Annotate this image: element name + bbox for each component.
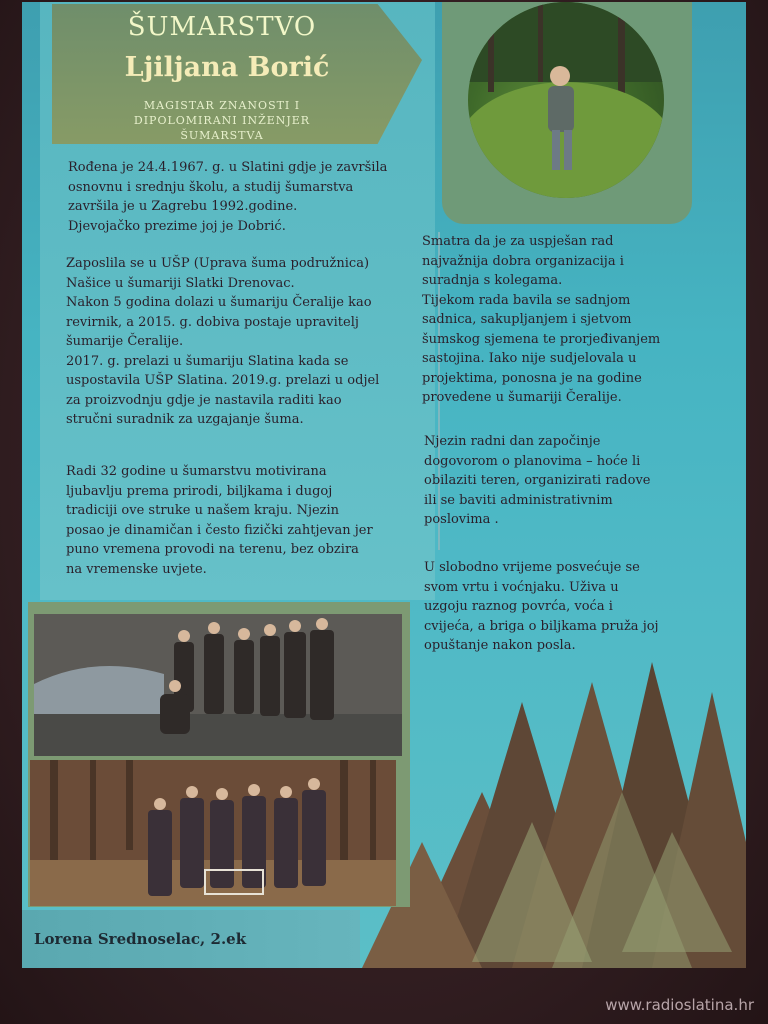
author-credit: Lorena Srednoselac, 2.ek (34, 930, 247, 948)
group-photo-lake-illustration (34, 614, 402, 756)
left-paragraph-2: Zaposlila se u UŠP (Uprava šuma podružnica) Našice u šumariji Slatki Drenovac. Nakon 5 godina dolazi u šumariju Čeralije kao revirnik, a 2015. g. dobiva postaje upravitelj šumarije Čeralije. 2017. g. prelazi u šumariju Slatina kada se uspostavila UŠP Slatina. 2019.g. prelazi u odjel za proizvodnju gdje je nastavila raditi kao stručni suradnik za uzgajanje šuma. (66, 256, 380, 427)
left-paragraph-3: Radi 32 godine u šumarstvu motivirana ljubavlju prema prirodi, biljkama i dugoj tradiciji ove struke u našem kraju. Njezin posao je dinamičan i često fizički zahtjevan jer puno vremena provodi na terenu, bez obzira na vremenske uvjete. (66, 464, 373, 577)
person-qualification: MAGISTAR ZNANOSTI I DIPOLOMIRANI INŽENJER ŠUMARSTVA (133, 99, 311, 142)
projected-slide (22, 2, 746, 968)
right-paragraph-1: Smatra da je za uspješan rad najvažnija dobra organizacija i suradnja s kolegama. Tijekom rada bavila se sadnjom sadnica, sakupljanjem i sjetvom šumskog sjemena te prorjeđivanjem sastojina. Iako nije sudjelovala u projektima, ponosna je na godine provedene u šumariji Čeralije. (422, 234, 661, 405)
portrait-photo (468, 2, 664, 198)
watermark: www.radioslatina.hr (605, 996, 754, 1014)
group-photo-forest (30, 760, 396, 906)
left-paragraph-1: Rođena je 24.4.1967. g. u Slatini gdje je završila osnovnu i srednju školu, a studij šumarstva završila je u Zagrebu 1992.godine. Djevojačko prezime joj je Dobrić. (68, 160, 388, 234)
group-photo-lake (34, 614, 402, 756)
group-photo-forest-illustration (30, 760, 396, 906)
right-paragraph-3: U slobodno vrijeme posvećuje se svom vrtu i voćnjaku. Uživa u uzgoju raznog povrća, voća i cvijeća, a briga o biljkama pruža joj opuštanje nakon posla. (424, 560, 659, 653)
slide-title: ŠUMARSTVO (127, 12, 317, 42)
person-name: Ljiljana Borić (124, 52, 330, 83)
portrait-illustration (468, 2, 664, 198)
right-paragraph-2: Njezin radni dan započinje dogovorom o planovima – hoće li obilaziti teren, organizirati radove ili se baviti administrativnim poslovima . (424, 434, 651, 527)
